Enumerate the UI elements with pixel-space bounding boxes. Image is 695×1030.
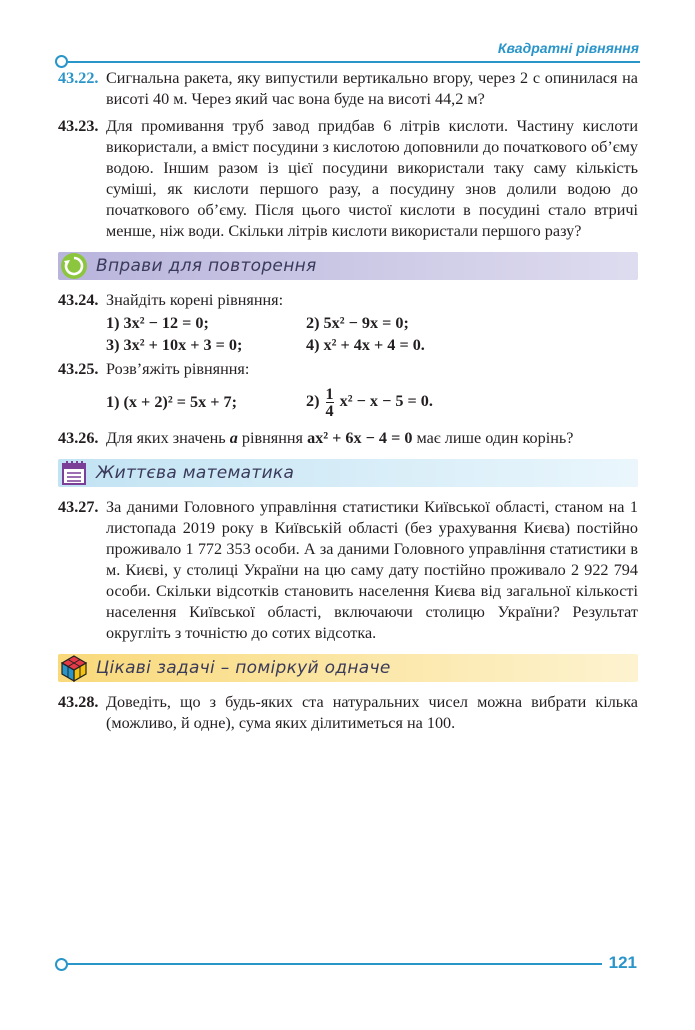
section-title: Життєва математика — [96, 463, 295, 483]
equation-fraction — [306, 386, 506, 419]
page-header — [0, 0, 695, 70]
equation: 1) (x + 2)² = 5x + 7; — [106, 392, 237, 411]
section-life-math — [58, 457, 638, 489]
task-number: 43.24. — [58, 291, 99, 309]
task-text: Розв’яжіть рівняння: — [106, 360, 250, 378]
task-text-part: Для яких значень — [106, 429, 226, 447]
equation-label: 2) — [306, 391, 320, 410]
section-fun-problems — [58, 652, 638, 684]
footer-rule — [62, 963, 602, 965]
task-text: Доведіть, що з будь-яких ста натуральних чисел можна вибрати кілька (можливо, й одне), сума яких ділитиметься на 100. — [106, 693, 638, 732]
task-text — [106, 428, 638, 449]
task-43-22 — [58, 68, 638, 110]
fraction-denominator: 4 — [325, 401, 334, 420]
fraction-numerator: 1 — [325, 384, 334, 403]
notebook-icon — [60, 459, 88, 487]
task-43-26 — [58, 428, 638, 449]
equations-43-25 — [106, 380, 638, 424]
task-text: Для промивання труб завод придбав 6 літрів кислоти. Частину кислоти використали, а вміст посудини з кислотою доповнили до початкового об’єму водою. Іншим разом із цієї посудини використали таку саму кількість суміші, як кислоти першого разу, а посудину знов долили водою до початкового об’єму. Після цього чистої кислоти в посудині стало втричі менше, ніж води. Скільки літрів кислоти використали першого разу? — [106, 117, 638, 240]
footer-rule-circle — [55, 958, 68, 971]
section-title: Вправи для повторення — [96, 256, 317, 276]
equation: 2) 5x² − 9x = 0; — [306, 314, 409, 332]
task-43-28 — [58, 692, 638, 734]
equation: ax² + 6x − 4 = 0 — [307, 429, 413, 447]
task-text-part: має лише один корінь? — [416, 429, 574, 447]
task-number: 43.27. — [58, 498, 99, 516]
equation: 3) 3x² + 10x + 3 = 0; — [106, 336, 243, 354]
header-rule-circle — [55, 55, 68, 68]
equation: 4) x² + 4x + 4 = 0. — [306, 336, 425, 354]
running-title: Квадратні рівняння — [497, 40, 639, 56]
task-text: Знайдіть корені рівняння: — [106, 291, 284, 309]
task-number: 43.22. — [58, 69, 99, 87]
equations-43-24 — [106, 313, 638, 357]
variable: a — [229, 429, 238, 447]
task-43-24 — [58, 290, 638, 311]
task-text: За даними Головного управління статистики Київської області, станом на 1 листопада 2019 року в Київській області (без урахування Києва) постійно проживало 1 772 353 особи. А за даними Головного управління статистики в м. Києві, у столиці України на цю саму дату постійно проживало 2 922 794 особи. Скільки відсотків становить населення Києва від загальної кількості населення Київської області, включаючи столицю України? Результат округліть з точністю до сотих відсотка. — [106, 498, 638, 642]
task-43-23 — [58, 116, 638, 242]
header-rule — [62, 61, 640, 63]
task-43-27 — [58, 497, 638, 644]
task-number: 43.28. — [58, 693, 99, 711]
page-content — [58, 68, 638, 740]
equation-rest: x² − x − 5 = 0. — [339, 391, 433, 410]
task-text-part: рівняння — [241, 429, 304, 447]
puzzle-cube-icon — [60, 654, 88, 682]
fraction — [326, 386, 334, 419]
task-43-25 — [58, 359, 638, 380]
section-review — [58, 250, 638, 282]
page-number: 121 — [608, 953, 637, 972]
section-title: Цікаві задачі – поміркуй одначе — [96, 658, 391, 678]
refresh-icon — [60, 252, 88, 280]
task-number: 43.25. — [58, 360, 99, 378]
task-text: Сигнальна ракета, яку випустили вертикально вгору, через 2 с опинилася на висоті 40 м. Через який час вона буде на висоті 44,2 м? — [106, 69, 638, 108]
task-number: 43.23. — [58, 117, 99, 135]
equation: 1) 3x² − 12 = 0; — [106, 314, 209, 332]
task-number: 43.26. — [58, 429, 99, 447]
